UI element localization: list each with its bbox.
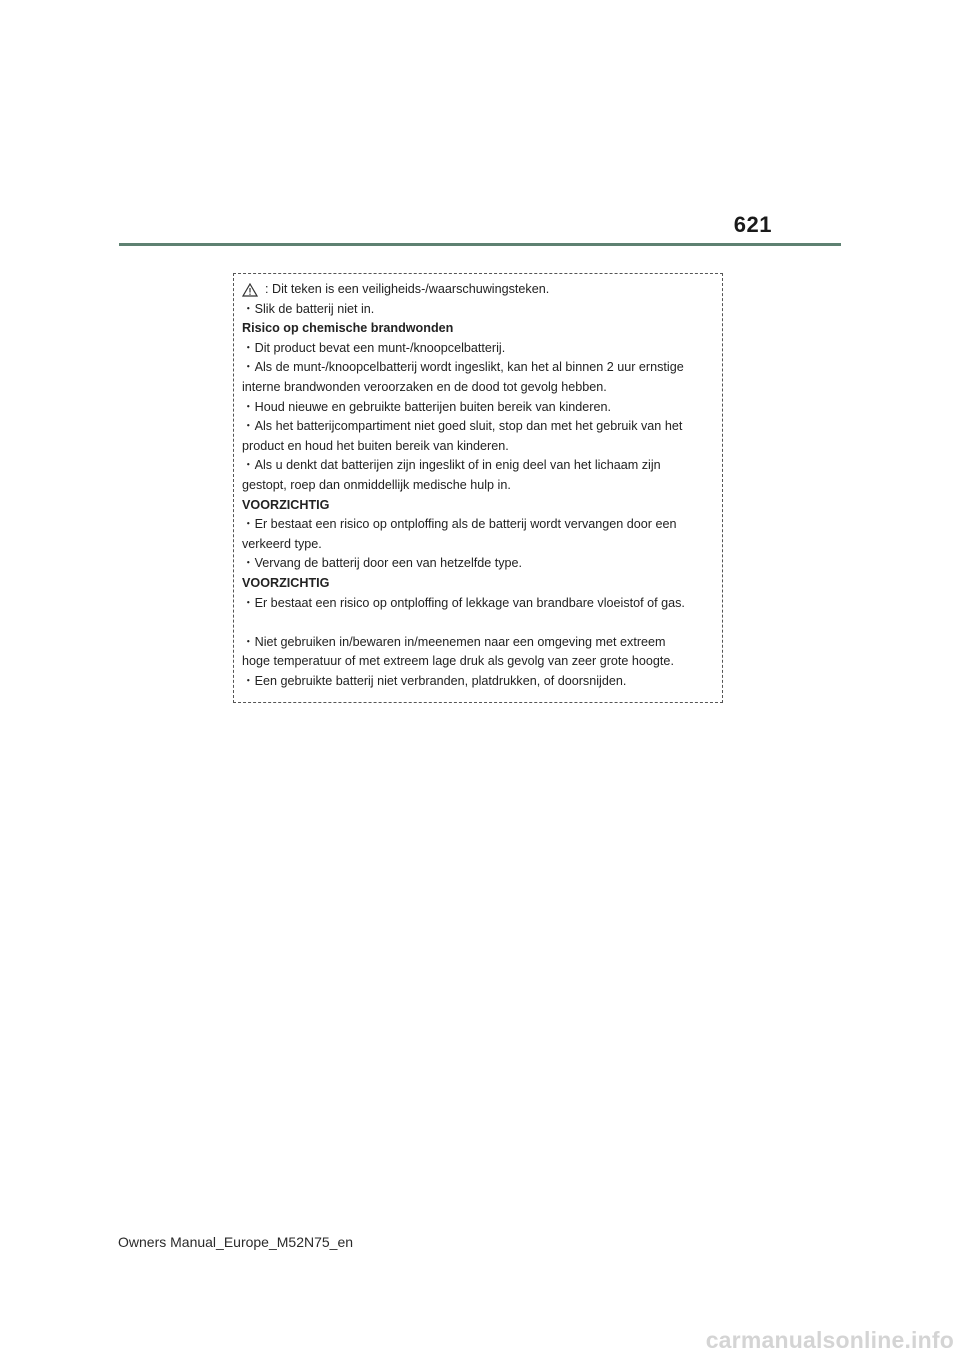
label-line: ・Niet gebruiken in/bewaren in/meenemen naar een omgeving met extreem: [242, 634, 666, 649]
label-line: ・Een gebruikte batterij niet verbranden, platdrukken, of doorsnijden.: [242, 673, 627, 688]
label-line: ・Er bestaat een risico op ontploffing of lekkage van brandbare vloeistof of gas.: [242, 595, 685, 610]
warning-triangle-icon: [242, 283, 258, 297]
label-line: gestopt, roep dan onmiddellijk medische hulp in.: [242, 477, 511, 492]
header-rule: [119, 243, 841, 246]
safety-sign-line: [242, 280, 717, 300]
label-line: ・Slik de batterij niet in.: [242, 301, 375, 316]
watermark: carmanualsonline.info: [705, 1327, 954, 1353]
battery-warning-label: [242, 280, 717, 691]
section-heading: Risico op chemische brandwonden: [242, 321, 454, 336]
label-line: verkeerd type.: [242, 536, 322, 551]
label-line: ・Dit product bevat een munt-/knoopcelbatterij.: [242, 340, 506, 355]
label-line: ・Er bestaat een risico op ontploffing als de batterij wordt vervangen door een: [242, 517, 677, 532]
label-line: ・Vervang de batterij door een van hetzelfde type.: [242, 556, 523, 571]
label-line: ・Houd nieuwe en gebruikte batterijen buiten bereik van kinderen.: [242, 399, 611, 414]
label-line: hoge temperatuur of met extreem lage druk als gevolg van zeer grote hoogte.: [242, 654, 674, 669]
label-line: product en houd het buiten bereik van kinderen.: [242, 438, 509, 453]
footer-manual-id: Owners Manual_Europe_M52N75_en: [118, 1234, 354, 1250]
caution-heading: VOORZICHTIG: [242, 575, 330, 590]
label-line: interne brandwonden veroorzaken en de dood tot gevolg hebben.: [242, 379, 607, 394]
caution-heading: VOORZICHTIG: [242, 497, 330, 512]
label-line: ・Als het batterijcompartiment niet goed sluit, stop dan met het gebruik van het: [242, 419, 683, 434]
label-line: ・Als de munt-/knoopcelbatterij wordt ingeslikt, kan het al binnen 2 uur ernstige: [242, 360, 684, 375]
safety-sign-text: : Dit teken is een veiligheids-/waarschuwingsteken.: [265, 282, 550, 296]
label-line: ・Als u denkt dat batterijen zijn ingeslikt of in enig deel van het lichaam zijn: [242, 458, 661, 473]
page-number: 621: [733, 212, 772, 237]
